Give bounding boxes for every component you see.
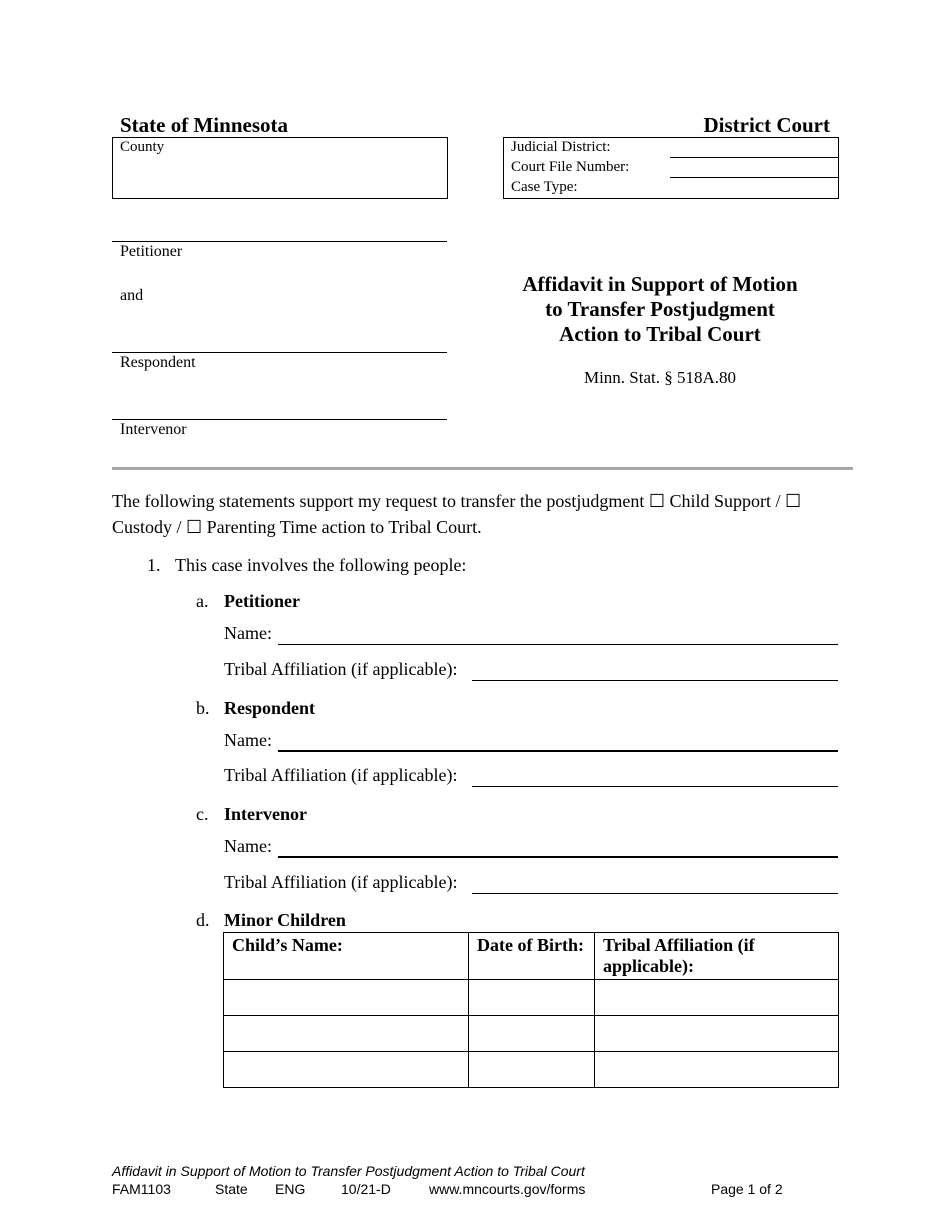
respondent-tribal-label: Tribal Affiliation (if applicable): — [224, 765, 458, 785]
children-table — [223, 932, 839, 1088]
court-heading: District Court — [703, 113, 830, 137]
county-label: County — [120, 139, 165, 155]
respondent-label: Respondent — [120, 354, 196, 371]
item-1-number: 1. — [147, 555, 161, 575]
case-info-box — [503, 137, 839, 199]
footer-lang: ENG — [275, 1181, 306, 1197]
child-name-cell[interactable] — [224, 1016, 469, 1052]
respondent-tribal-row — [224, 765, 838, 791]
case-type-label: Case Type: — [511, 179, 578, 195]
child-name-cell[interactable] — [224, 980, 469, 1016]
intervenor-name-row — [224, 836, 838, 862]
intervenor-tribal-field[interactable] — [472, 893, 838, 894]
tribal-affiliation-cell[interactable] — [595, 1052, 839, 1088]
intervenor-heading: Intervenor — [224, 804, 307, 824]
date-of-birth-cell[interactable] — [469, 1052, 595, 1088]
judicial-district-label: Judicial District: — [511, 139, 611, 155]
footer-form-id: FAM1103 — [112, 1181, 171, 1197]
intro-paragraph — [112, 488, 842, 540]
respondent-name-field[interactable] — [278, 750, 838, 752]
intervenor-letter: c. — [196, 804, 209, 824]
intervenor-tribal-row — [224, 872, 838, 898]
respondent-line[interactable] — [112, 352, 447, 353]
respondent-letter: b. — [196, 698, 210, 718]
date-of-birth-cell[interactable] — [469, 1016, 595, 1052]
respondent-heading: Respondent — [224, 698, 316, 718]
petitioner-name-row — [224, 623, 838, 649]
and-label: and — [120, 287, 144, 304]
petitioner-letter: a. — [196, 591, 209, 611]
form-title — [500, 272, 820, 347]
date-of-birth-header: Date of Birth: — [469, 933, 595, 980]
petitioner-tribal-row — [224, 659, 838, 685]
footer-url[interactable]: www.mncourts.gov/forms — [429, 1181, 586, 1197]
table-row — [224, 1052, 839, 1088]
respondent-name-row — [224, 730, 838, 756]
petitioner-tribal-label: Tribal Affiliation (if applicable): — [224, 659, 458, 679]
intervenor-tribal-label: Tribal Affiliation (if applicable): — [224, 872, 458, 892]
children-letter: d. — [196, 910, 210, 930]
county-box[interactable] — [112, 137, 448, 199]
item-1-text: This case involves the following people: — [175, 555, 467, 575]
footer-revision: 10/21-D — [341, 1181, 391, 1197]
tribal-affiliation-cell[interactable] — [595, 1016, 839, 1052]
petitioner-name-field[interactable] — [278, 644, 838, 645]
judicial-district-row — [504, 138, 838, 158]
intervenor-label: Intervenor — [120, 421, 187, 438]
children-heading: Minor Children — [224, 910, 346, 930]
title-line-1: Affidavit in Support of Motion — [522, 272, 798, 296]
case-type-row — [504, 178, 838, 198]
intro-line-2: Custody / ☐ Parenting Time action to Tribal Court. — [112, 517, 482, 537]
state-heading: State of Minnesota — [120, 113, 288, 137]
intervenor-name-field[interactable] — [278, 856, 838, 858]
petitioner-name-label: Name: — [224, 623, 272, 643]
court-file-number-row — [504, 158, 838, 178]
respondent-tribal-field[interactable] — [472, 786, 838, 787]
footer-title: Affidavit in Support of Motion to Transfer Postjudgment Action to Tribal Court — [112, 1163, 585, 1179]
child-name-header: Child’s Name: — [224, 933, 469, 980]
petitioner-heading: Petitioner — [224, 591, 300, 611]
court-file-number-label: Court File Number: — [511, 159, 630, 175]
petitioner-label: Petitioner — [120, 243, 183, 260]
table-row — [224, 980, 839, 1016]
title-line-2: to Transfer Postjudgment — [545, 297, 775, 321]
child-name-cell[interactable] — [224, 1052, 469, 1088]
intervenor-line[interactable] — [112, 419, 447, 420]
intervenor-name-label: Name: — [224, 836, 272, 856]
footer-state: State — [215, 1181, 248, 1197]
date-of-birth-cell[interactable] — [469, 980, 595, 1016]
petitioner-line[interactable] — [112, 241, 447, 242]
respondent-name-label: Name: — [224, 730, 272, 750]
tribal-affiliation-header: Tribal Affiliation (if applicable): — [595, 933, 839, 980]
children-table-header — [224, 933, 839, 980]
intro-line-1: The following statements support my request to transfer the postjudgment ☐ Child Support / ☐ — [112, 491, 802, 511]
section-divider — [112, 467, 853, 470]
title-line-3: Action to Tribal Court — [559, 322, 761, 346]
table-row — [224, 1016, 839, 1052]
statute-reference: Minn. Stat. § 518A.80 — [583, 368, 737, 387]
tribal-affiliation-cell[interactable] — [595, 980, 839, 1016]
petitioner-tribal-field[interactable] — [472, 680, 838, 681]
footer-page-number: Page 1 of 2 — [711, 1181, 783, 1197]
